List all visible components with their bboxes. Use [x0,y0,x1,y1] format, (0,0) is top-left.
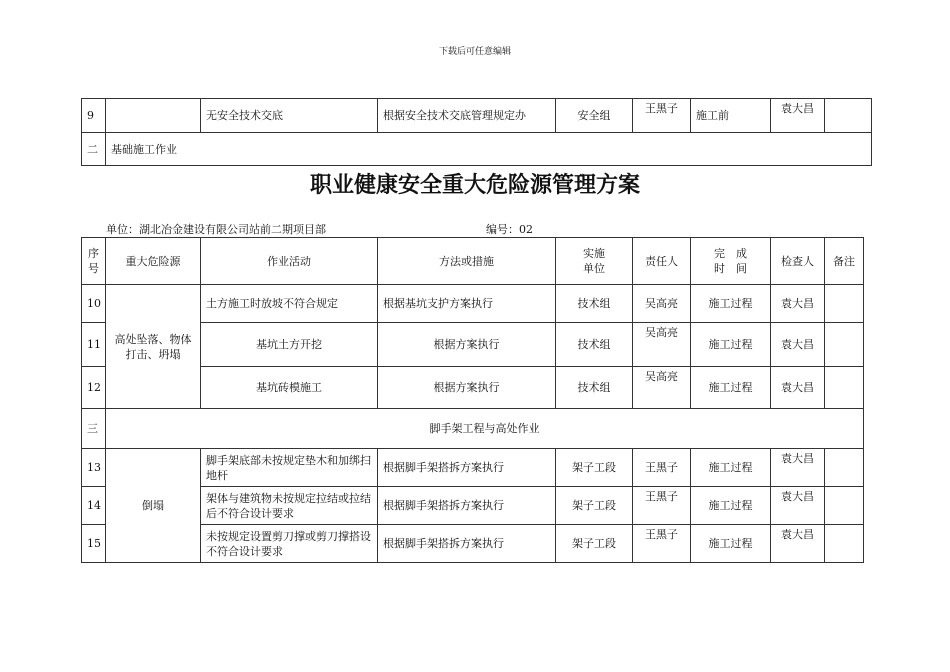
unit-cell: 架子工段 [556,525,633,563]
note-cell [825,487,864,525]
measure-cell: 根据脚手架搭拆方案执行 [378,487,556,525]
unit-line: 单位：湖北冶金建设有限公司站前二期项目部 [106,223,326,236]
row-number: 14 [82,487,106,525]
section-row [82,133,872,166]
measure-cell: 根据脚手架搭拆方案执行 [378,449,556,487]
column-header-note: 备注 [825,238,864,285]
hazard-cell: 高处坠落、物体打击、坍塌 [106,285,201,409]
note-cell [825,323,864,367]
hazard-cell [106,99,201,133]
column-header-checker: 检查人 [771,238,825,285]
column-header-measure: 方法或措施 [378,238,556,285]
person-cell: 吴高亮 [633,367,691,409]
note-cell [825,367,864,409]
unit-cell: 技术组 [556,367,633,409]
code-line: 编号：02 [486,223,533,236]
row-number: 13 [82,449,106,487]
checker-cell: 袁大昌 [771,367,825,409]
table-row [82,285,864,323]
time-cell: 施工过程 [691,323,771,367]
activity-cell: 土方施工时放坡不符合规定 [201,285,378,323]
person-cell: 王黑子 [633,487,691,525]
note-cell [825,449,864,487]
header-row [82,238,864,285]
section-row [82,409,864,449]
person-cell: 吴高亮 [633,285,691,323]
section-label: 基础施工作业 [106,133,872,166]
hazard-cell: 倒塌 [106,449,201,563]
table-row [82,449,864,487]
time-cell: 施工过程 [691,449,771,487]
measure-cell: 根据基坑支护方案执行 [378,285,556,323]
checker-cell: 袁大昌 [771,99,825,133]
column-header-time: 完 成 时 间 [691,238,771,285]
column-header-activity: 作业活动 [201,238,378,285]
column-header-hazard: 重大危险源 [106,238,201,285]
activity-cell: 架体与建筑物未按规定拉结或拉结后不符合设计要求 [201,487,378,525]
column-header-person: 责任人 [633,238,691,285]
person-cell: 王黑子 [633,99,691,133]
checker-cell: 袁大昌 [771,285,825,323]
time-cell: 施工过程 [691,285,771,323]
time-cell: 施工过程 [691,487,771,525]
note-cell [825,285,864,323]
row-number: 10 [82,285,106,323]
unit-cell: 架子工段 [556,449,633,487]
person-cell: 王黑子 [633,525,691,563]
checker-cell: 袁大昌 [771,323,825,367]
section-number: 二 [82,133,106,166]
person-cell: 吴高亮 [633,323,691,367]
section-number: 三 [82,409,106,449]
note-cell [825,99,872,133]
row-number: 15 [82,525,106,563]
row-number: 11 [82,323,106,367]
activity-cell: 基坑土方开挖 [201,323,378,367]
main-table [81,237,864,563]
person-cell: 王黑子 [633,449,691,487]
measure-cell: 根据方案执行 [378,323,556,367]
checker-cell: 袁大昌 [771,487,825,525]
time-cell: 施工过程 [691,525,771,563]
page-header-note: 下载后可任意编辑 [438,47,511,57]
column-header-unit: 实施 单位 [556,238,633,285]
table-row [82,99,872,133]
measure-cell: 根据脚手架搭拆方案执行 [378,525,556,563]
activity-cell: 无安全技术交底 [201,99,378,133]
unit-cell: 技术组 [556,323,633,367]
activity-cell: 未按规定设置剪刀撑或剪刀撑搭设不符合设计要求 [201,525,378,563]
time-cell: 施工前 [691,99,771,133]
checker-cell: 袁大昌 [771,525,825,563]
unit-cell: 技术组 [556,285,633,323]
activity-cell: 脚手架底部未按规定垫木和加绑扫地杆 [201,449,378,487]
unit-cell: 架子工段 [556,487,633,525]
row-number: 9 [82,99,106,133]
time-cell: 施工过程 [691,367,771,409]
section-label: 脚手架工程与高处作业 [106,409,864,449]
activity-cell: 基坑砖模施工 [201,367,378,409]
measure-cell: 根据安全技术交底管理规定办 [378,99,556,133]
column-header-no: 序 号 [82,238,106,285]
top-table [81,98,872,166]
measure-cell: 根据方案执行 [378,367,556,409]
page-title: 职业健康安全重大危险源管理方案 [309,173,640,198]
checker-cell: 袁大昌 [771,449,825,487]
row-number: 12 [82,367,106,409]
unit-cell: 安全组 [556,99,633,133]
note-cell [825,525,864,563]
